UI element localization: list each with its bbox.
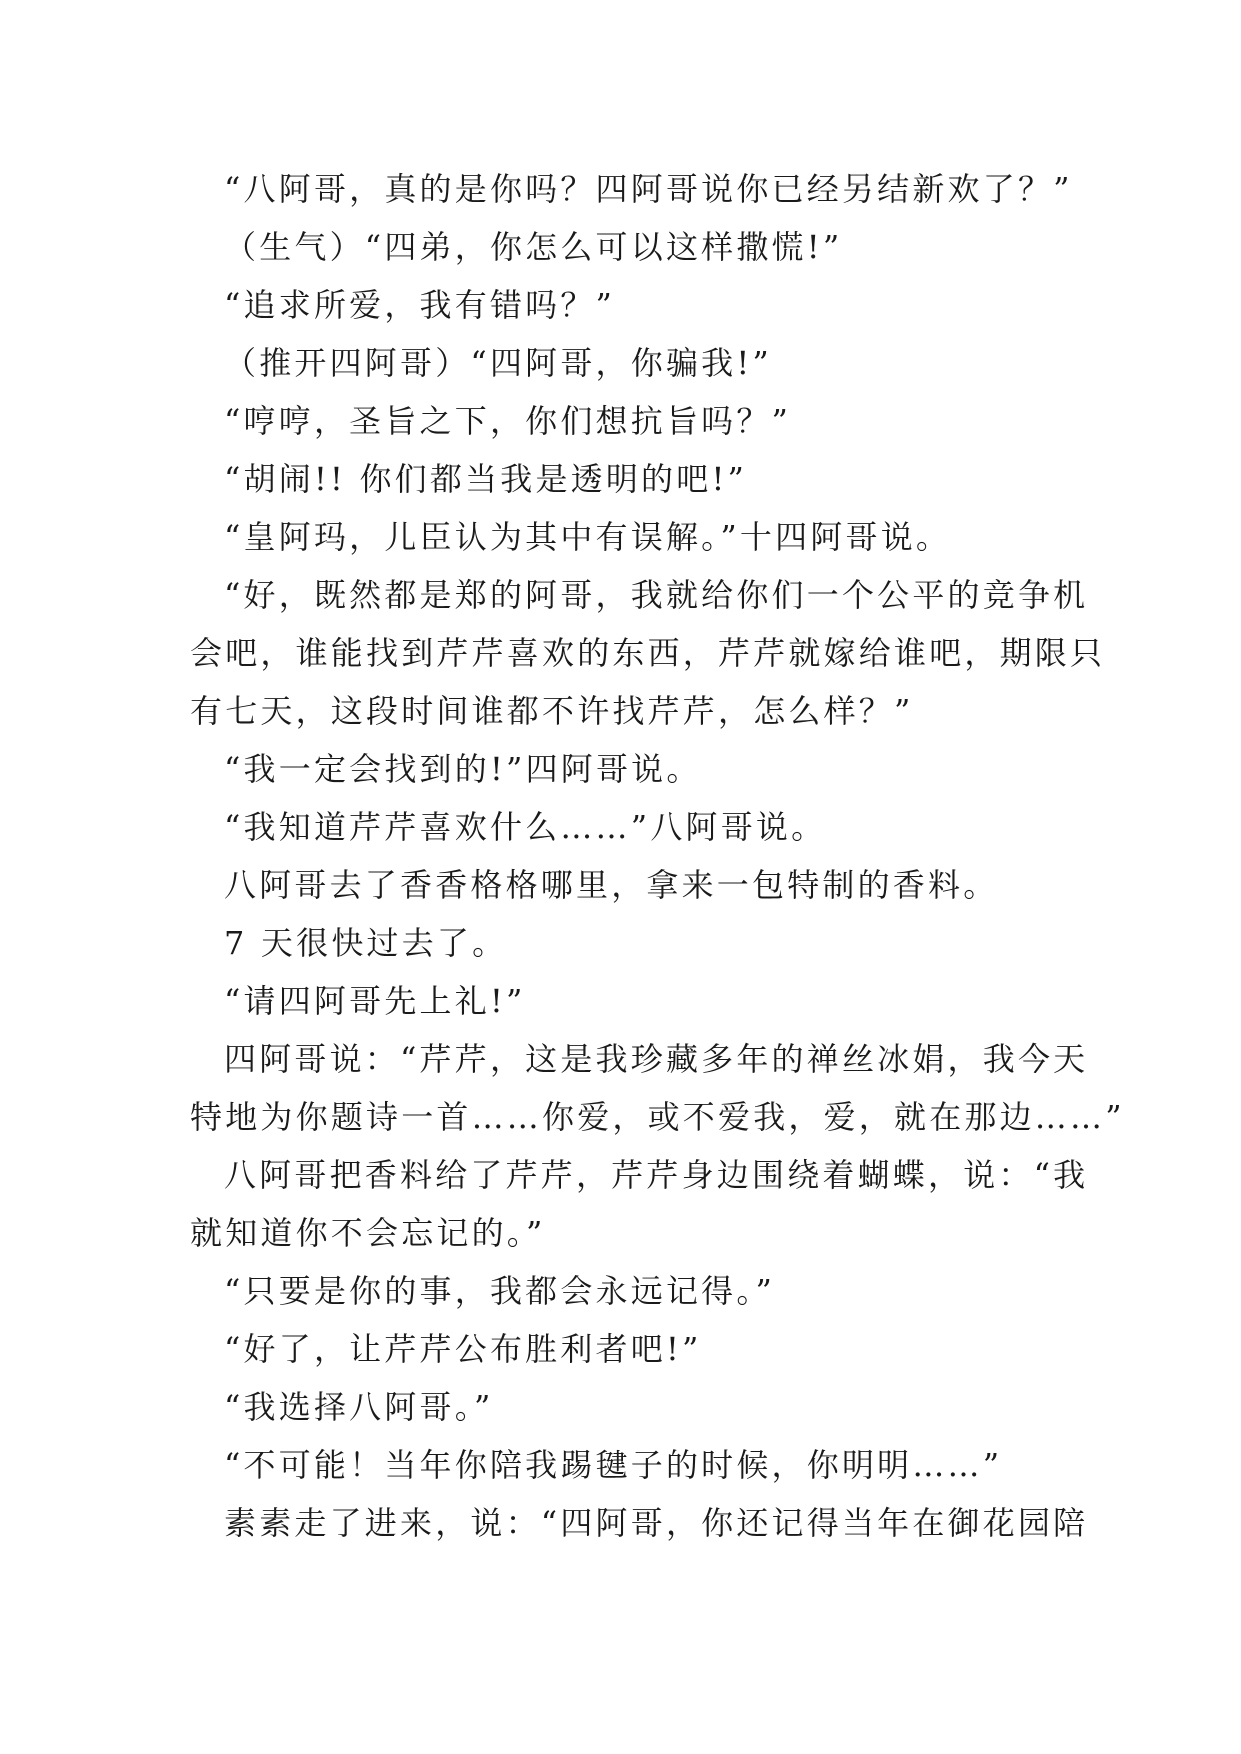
text-line: 四阿哥说：“芹芹，这是我珍藏多年的禅丝冰娟，我今天: [224, 1040, 1089, 1078]
text-line: （生气）“四弟，你怎么可以这样撒慌!”: [224, 228, 843, 266]
text-line: “哼哼，圣旨之下，你们想抗旨吗？”: [224, 402, 792, 440]
text-line: “胡闹!! 你们都当我是透明的吧!”: [224, 460, 748, 498]
text-line: 八阿哥去了香香格格哪里，拿来一包特制的香料。: [224, 866, 999, 904]
text-line: 特地为你题诗一首……你爱，或不爱我，爱，就在那边……”: [190, 1098, 1125, 1136]
text-line: （推开四阿哥）“四阿哥，你骗我!”: [224, 344, 772, 382]
text-line: “只要是你的事，我都会永远记得。”: [224, 1272, 776, 1310]
text-line: “我选择八阿哥。”: [224, 1388, 494, 1426]
text-line: 素素走了进来，说：“四阿哥，你还记得当年在御花园陪: [224, 1504, 1089, 1542]
text-line: “八阿哥，真的是你吗？四阿哥说你已经另结新欢了？”: [224, 170, 1073, 208]
text-line: “追求所爱，我有错吗？”: [224, 286, 616, 324]
text-line: “皇阿玛，儿臣认为其中有误解。”十四阿哥说。: [224, 518, 952, 556]
text-line: “好了，让芹芹公布胜利者吧!”: [224, 1330, 702, 1368]
text-line: 会吧，谁能找到芹芹喜欢的东西，芹芹就嫁给谁吧，期限只: [190, 634, 1106, 672]
text-line: “我一定会找到的!”四阿哥说。: [224, 750, 702, 788]
text-line: “不可能！当年你陪我踢毽子的时候，你明明……”: [224, 1446, 1003, 1484]
text-line: 7 天很快过去了。: [224, 924, 508, 962]
text-line: 八阿哥把香料给了芹芹，芹芹身边围绕着蝴蝶，说：“我: [224, 1156, 1089, 1194]
text-line: “好，既然都是郑的阿哥，我就给你们一个公平的竞争机: [224, 576, 1089, 614]
document-page: [190, 160, 1125, 1552]
text-line: 有七天，这段时间谁都不许找芹芹，怎么样？”: [190, 692, 914, 730]
text-line: “我知道芹芹喜欢什么……”八阿哥说。: [224, 808, 827, 846]
text-line: 就知道你不会忘记的。”: [190, 1214, 546, 1252]
text-line: “请四阿哥先上礼!”: [224, 982, 526, 1020]
